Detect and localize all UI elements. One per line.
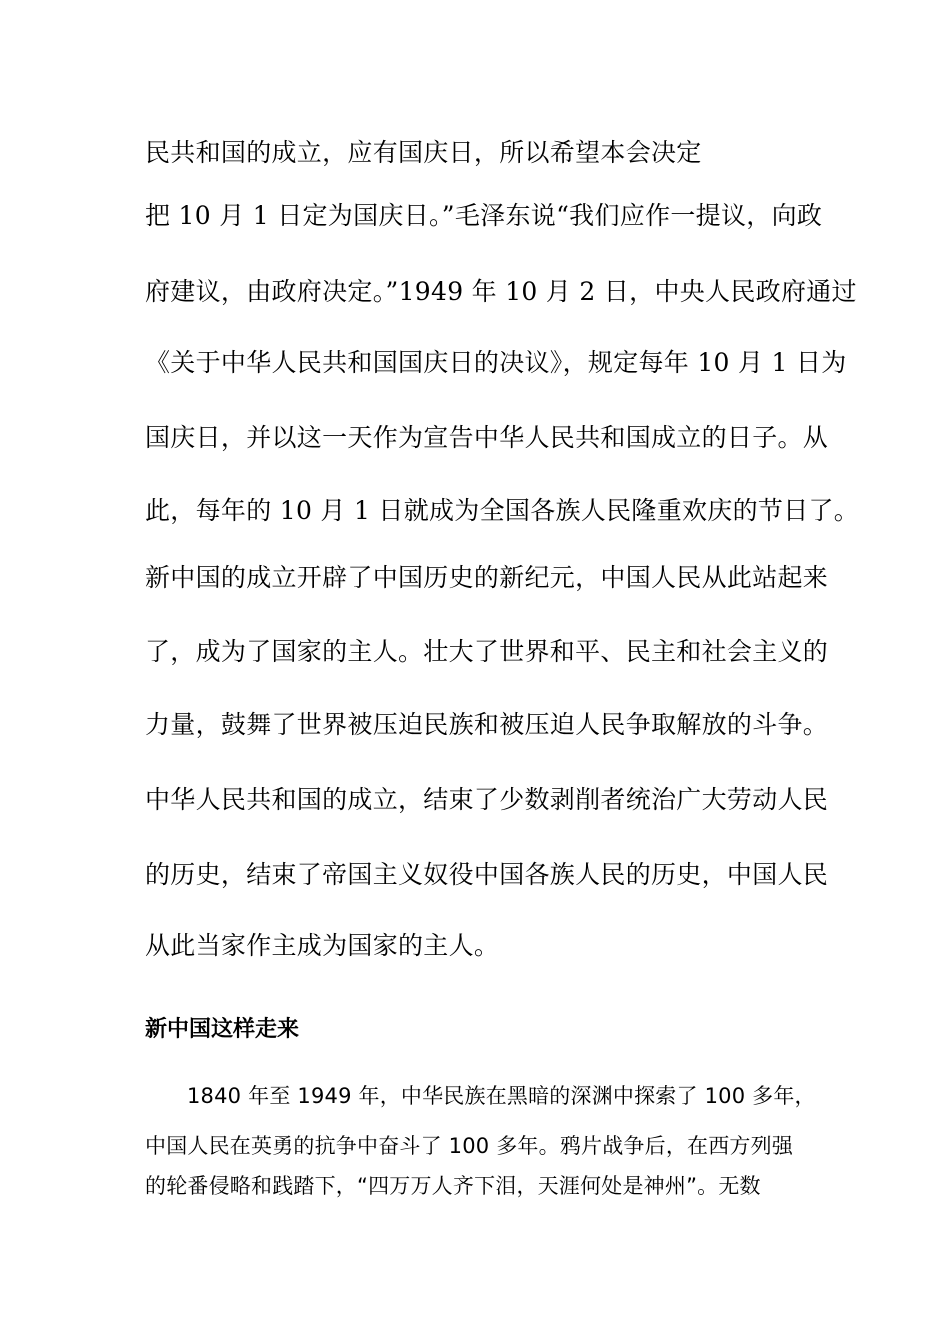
paragraph-line: 1840 年至 1949 年，中华民族在黑暗的深渊中探索了 100 多年， — [187, 1084, 816, 1108]
body-line: 把 10 月 1 日定为国庆日。”毛泽东说“我们应作一提议，向政 — [145, 201, 823, 230]
body-line: 国庆日，并以这一天作为宣告中华人民共和国成立的日子。从 — [145, 423, 829, 452]
body-line: 的历史，结束了帝国主义奴役中国各族人民的历史，中国人民 — [145, 860, 829, 889]
body-line: 中华人民共和国的成立，结束了少数剥削者统治广大劳动人民 — [145, 785, 829, 814]
paragraph-line: 中国人民在英勇的抗争中奋斗了 100 多年。鸦片战争后，在西方列强 — [145, 1134, 794, 1158]
section-heading: 新中国这样走来 — [145, 1017, 300, 1042]
body-line: 府建议，由政府决定。”1949 年 10 月 2 日，中央人民政府通过 — [145, 277, 857, 306]
body-line: 了，成为了国家的主人。壮大了世界和平、民主和社会主义的 — [145, 637, 829, 666]
body-line: 《关于中华人民共和国国庆日的决议》，规定每年 10 月 1 日为 — [145, 348, 847, 377]
body-line: 从此当家作主成为国家的主人。 — [145, 931, 500, 960]
body-line: 民共和国的成立，应有国庆日，所以希望本会决定 — [145, 138, 702, 167]
body-line: 新中国的成立开辟了中国历史的新纪元，中国人民从此站起来 — [145, 563, 829, 592]
body-line: 此，每年的 10 月 1 日就成为全国各族人民隆重欢庆的节日了。 — [145, 496, 860, 525]
body-line: 力量，鼓舞了世界被压迫民族和被压迫人民争取解放的斗争。 — [145, 710, 829, 739]
paragraph-line: 的轮番侵略和践踏下，“四万万人齐下泪，天涯何处是神州”。无数 — [145, 1174, 761, 1198]
